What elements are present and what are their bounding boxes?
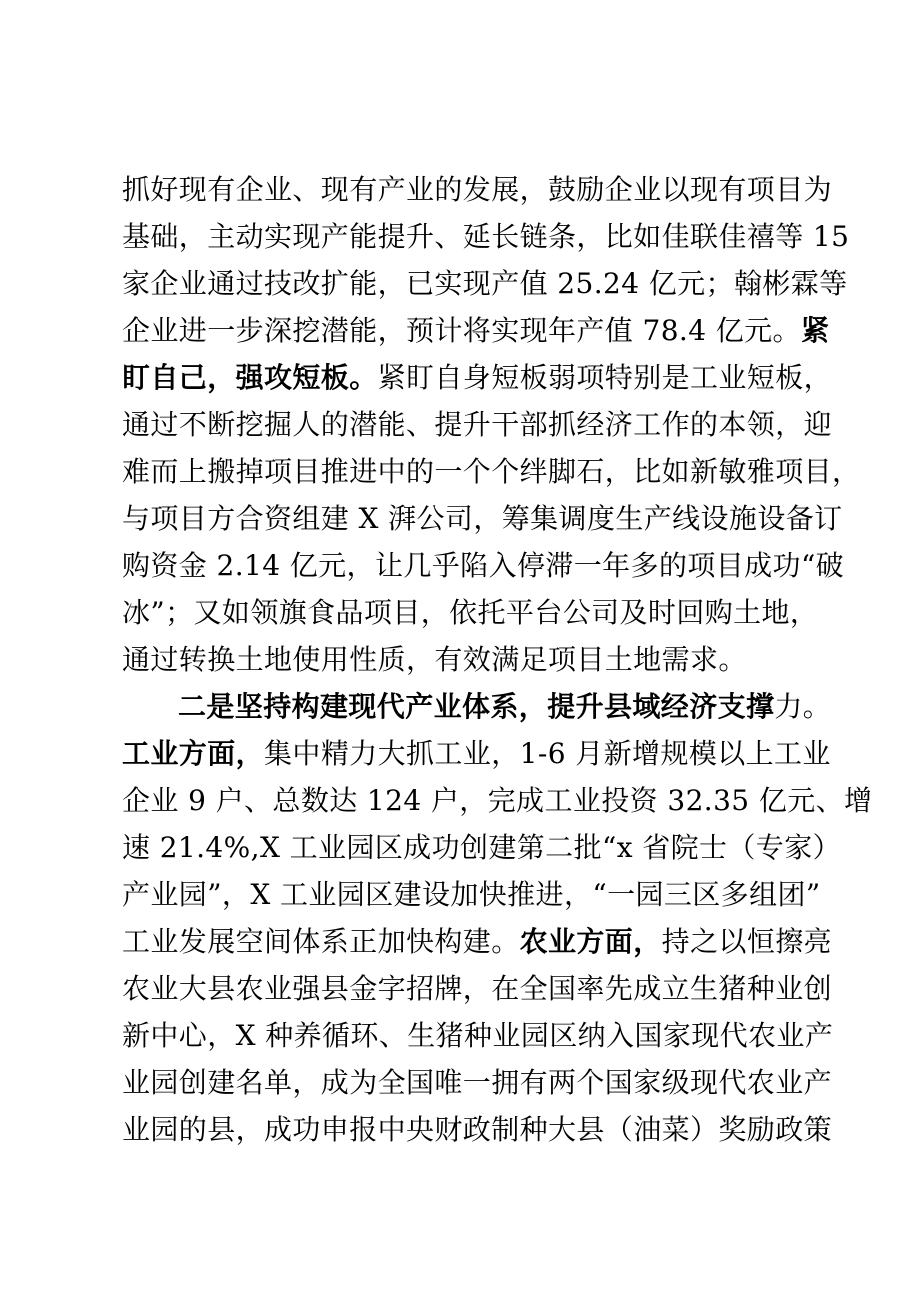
text-span: 与项目方合资组建 X 湃公司，筹集调度生产线设施设备订	[122, 502, 843, 535]
text-line	[122, 1016, 834, 1056]
text-span: 抓好现有企业、现有产业的发展，鼓励企业以现有项目为	[122, 173, 833, 206]
text-span: 通过转换土地使用性质，有效满足项目土地需求。	[122, 643, 747, 676]
bold-heading-span: 二是坚持构建现代产业体系，提升县域经济支撑	[178, 690, 775, 723]
text-line	[122, 781, 873, 821]
bold-heading-span: 紧	[800, 314, 830, 347]
text-line	[122, 1063, 833, 1103]
text-span: 通过不断挖掘人的潜能、提升干部抓经济工作的本领，迎	[122, 408, 833, 441]
text-line	[122, 828, 841, 868]
text-line	[122, 405, 833, 445]
text-span: 集中精力大抓工业，1-6 月新增规模以上工业	[264, 737, 831, 770]
text-span: 家企业通过技改扩能，已实现产值 25.24 亿元；翰彬霖等	[122, 267, 848, 300]
text-span: 基础，主动实现产能提升、延长链条，比如佳联佳禧等 15	[122, 220, 850, 253]
text-line	[122, 358, 833, 398]
text-line	[122, 969, 833, 1009]
text-span: 购资金 2.14 亿元，让几乎陷入停滞一年多的项目成功“破	[122, 549, 845, 582]
text-line	[122, 1110, 833, 1150]
text-line	[178, 687, 832, 727]
text-span: 紧盯自身短板弱项特别是工业短板，	[377, 361, 833, 394]
bold-heading-span: 工业方面，	[122, 737, 265, 770]
text-span: 产业园”，X 工业园区建设加快推进，“一园三区多组团”	[122, 878, 821, 911]
text-line	[122, 452, 861, 492]
text-line	[122, 875, 821, 915]
text-span: 难而上搬掉项目推进中的一个个绊脚石，比如新敏雅项目，	[122, 455, 861, 488]
text-span: 速 21.4%,X 工业园区成功创建第二批“x 省院士（专家）	[122, 831, 841, 864]
text-span: 新中心，X 种养循环、生猪种业园区纳入国家现代农业产	[122, 1019, 834, 1052]
text-span: 农业大县农业强县金字招牌，在全国率先成立生猪种业创	[122, 972, 833, 1005]
text-line	[122, 499, 843, 539]
text-line	[122, 922, 833, 962]
text-span: 力。	[774, 690, 832, 723]
text-line	[122, 734, 831, 774]
text-span: 业园的县，成功申报中央财政制种大县（油菜）奖励政策	[122, 1113, 833, 1146]
text-line	[122, 311, 830, 351]
text-span: 企业 9 户、总数达 124 户，完成工业投资 32.35 亿元、增	[122, 784, 873, 817]
text-line	[122, 640, 812, 680]
text-span: 持之以恒擦亮	[661, 925, 833, 958]
text-span: 企业进一步深挖潜能，预计将实现年产值 78.4 亿元。	[122, 314, 801, 347]
text-line	[122, 264, 848, 304]
text-span: 工业发展空间体系正加快构建。	[122, 925, 520, 958]
text-line	[122, 217, 850, 257]
bold-heading-span: 农业方面，	[519, 925, 662, 958]
text-span: 业园创建名单，成为全国唯一拥有两个国家级现代农业产	[122, 1066, 833, 1099]
text-line	[122, 170, 833, 210]
text-line	[122, 546, 845, 586]
text-line	[122, 593, 819, 633]
bold-heading-span: 盯自己，强攻短板。	[122, 361, 378, 394]
text-span: 冰”；又如领旗食品项目，依托平台公司及时回购土地，	[122, 596, 819, 629]
